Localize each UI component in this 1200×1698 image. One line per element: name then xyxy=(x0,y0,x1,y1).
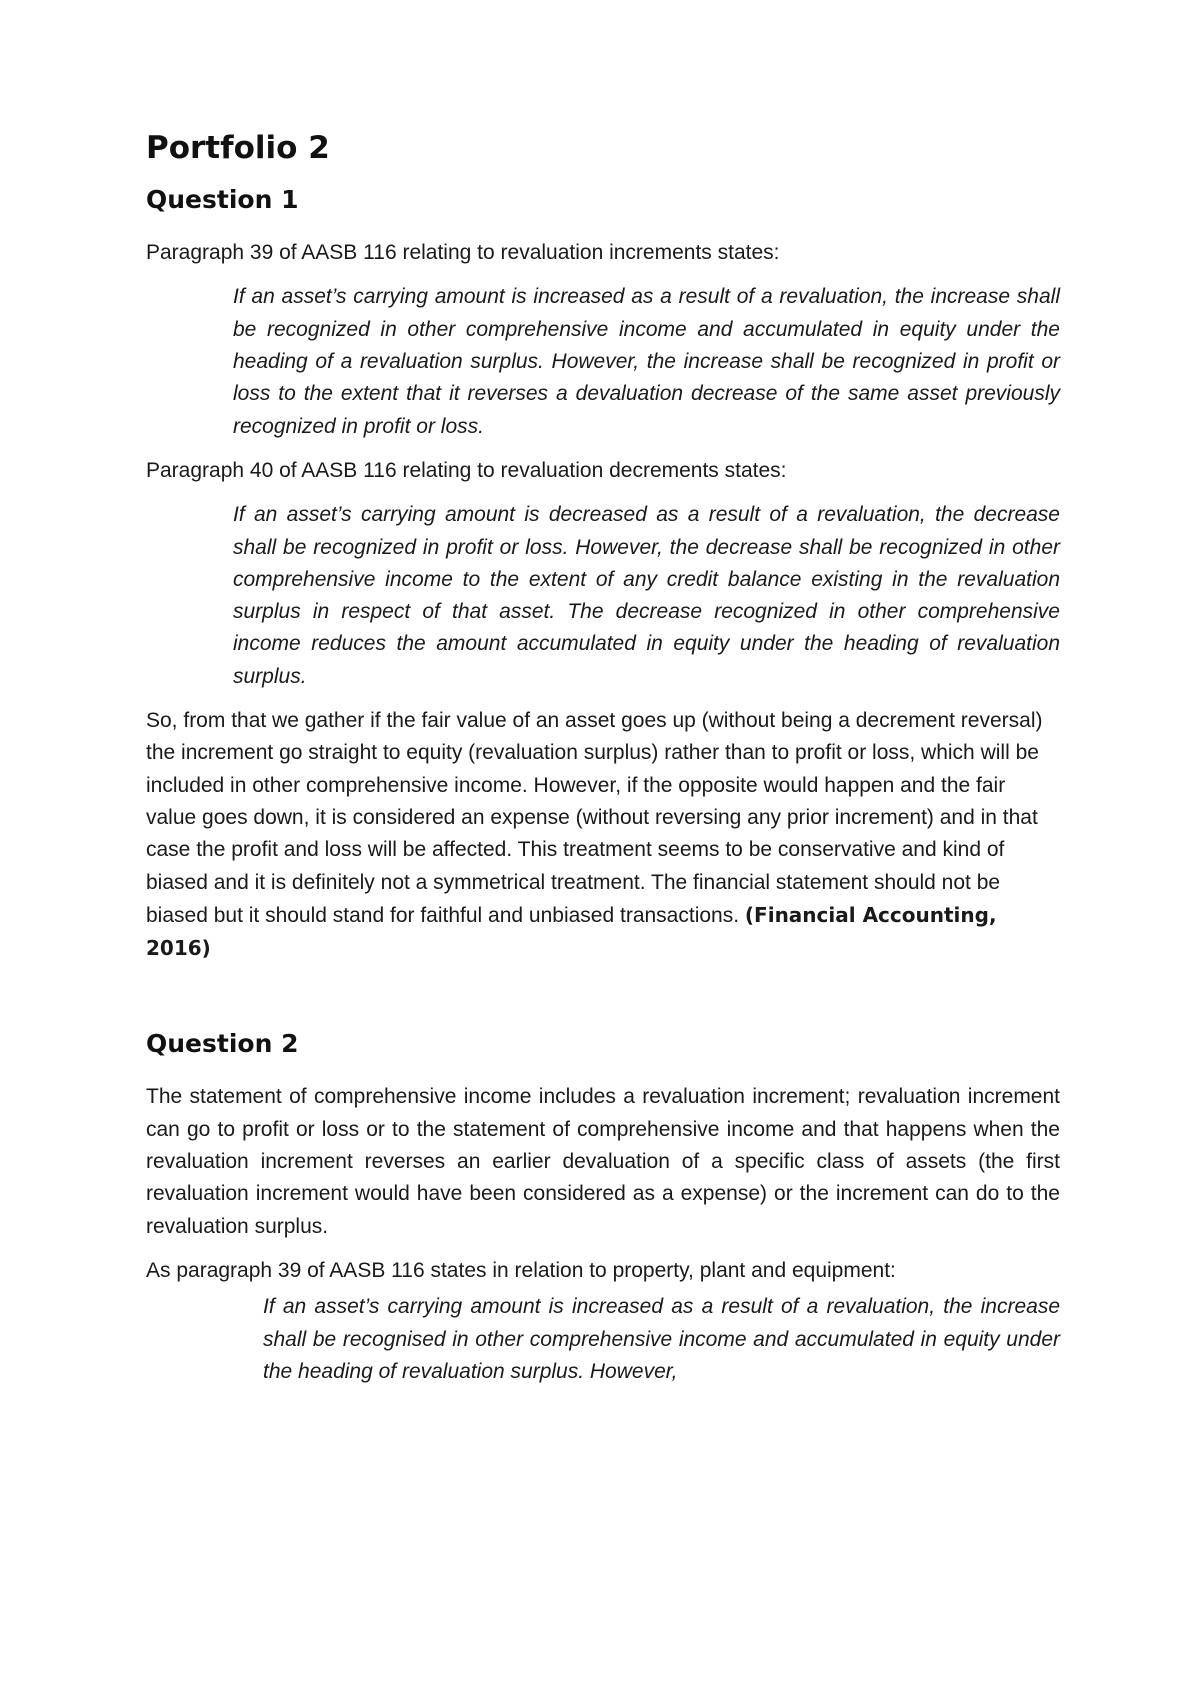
question-2-paragraph: The statement of comprehensive income includes a revaluation increment; revaluation increment can go to profit or loss or to the statement of comprehensive income and that happens when the revaluation increment reverses an earlier devaluation of a specific class of assets (the first revaluation increment would have been considered as a expense) or the increment can do to the revaluation surplus. xyxy=(146,1085,1060,1238)
paragraph-39-quote: If an asset’s carrying amount is increased as a result of a revaluation, the increase shall be recognized in other comprehensive income and accumulated in equity under the heading of a revaluation surplus. However, the increase shall be recognized in profit or loss to the extent that it reverses a devaluation decrease of the same asset previously recognized in profit or loss. xyxy=(233,285,1060,438)
paragraph-40-intro: Paragraph 40 of AASB 116 relating to revaluation decrements states: xyxy=(146,458,787,482)
paragraph-40-quote: If an asset’s carrying amount is decreased as a result of a revaluation, the decrease shall be recognized in profit or loss. However, the decrease shall be recognized in other comprehensive income to the extent of any credit balance existing in the revaluation surplus in respect of that asset. The decrease recognized in other comprehensive income reduces the amount accumulated in equity under the heading of revaluation surplus. xyxy=(233,503,1060,688)
question-2-section xyxy=(146,1029,1060,1388)
question-2-heading: Question 2 xyxy=(146,1029,299,1059)
page-title: Portfolio 2 xyxy=(146,130,330,166)
paragraph-39-intro: Paragraph 39 of AASB 116 relating to revaluation increments states: xyxy=(146,241,780,265)
analysis-text: So, from that we gather if the fair value of an asset goes up (without being a decrement reversal) the increment go straight to equity (revaluation surplus) rather than to profit or loss, which will be included in other comprehensive income. However, if the opposite would happen and the fair value goes down, it is considered an expense (without reversing any prior increment) and in that case the profit and loss will be affected. This treatment seems to be conservative and kind of biased and it is definitely not a symmetrical treatment. The financial statement should not be biased but it should stand for faithful and unbiased transactions. xyxy=(146,709,1043,927)
question-1-heading: Question 1 xyxy=(146,185,299,215)
question-1-analysis xyxy=(146,705,1060,965)
question-1-section xyxy=(146,185,1060,965)
question-2-paragraph-39-quote: If an asset’s carrying amount is increased as a result of a revaluation, the increase shall be recognised in other comprehensive income and accumulated in equity under the heading of revaluation surplus. However, xyxy=(263,1295,1060,1383)
question-2-paragraph-39-intro: As paragraph 39 of AASB 116 states in relation to property, plant and equipment: xyxy=(146,1258,896,1282)
citation: (Financial Accounting, 2016) xyxy=(146,902,997,961)
document-page xyxy=(146,130,1060,1400)
